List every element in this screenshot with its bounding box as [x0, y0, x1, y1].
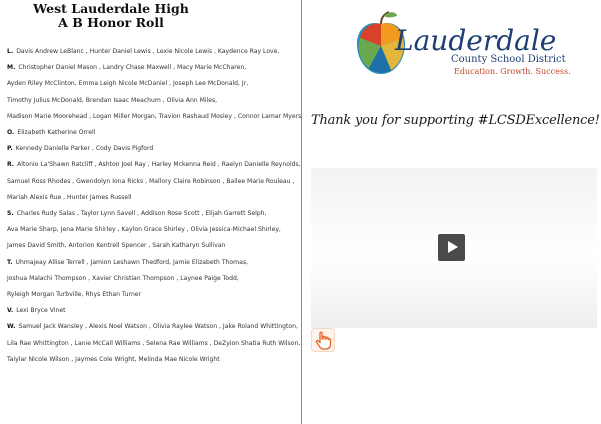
letter-heading: V.: [7, 307, 14, 315]
play-icon[interactable]: [438, 234, 465, 261]
student-names: Christopher Daniel Mason , Landry Chase Maxwell , Macy Marie McCharen,: [18, 64, 247, 72]
student-names: Taiylar Nicole Wilson , Jaymes Cole Wright, Melinda Mae Nicole Wright: [7, 355, 220, 363]
honor-roll-line: [7, 44, 299, 60]
honor-roll-line: [7, 287, 299, 303]
letter-heading: T.: [7, 258, 13, 266]
honor-roll-line: [7, 93, 299, 109]
honor-roll-line: [7, 174, 299, 190]
logo-name: Lauderdale: [395, 24, 557, 57]
student-names: Madison Marie Moorehead , Logan Miller Morgan, Travion Rashaud Mosley , Connor Lamar Myers: [7, 112, 302, 120]
school-title: West Lauderdale High: [33, 1, 189, 16]
honor-roll-line: [7, 125, 299, 141]
student-names: Ryleigh Morgan Turbville, Rhys Ethan Turner: [7, 291, 142, 299]
hand-pointer-icon: [311, 328, 335, 352]
student-names: Lila Rae Whittington , Lanie McCall Williams , Selena Rae Williams , DeZyion Shatia Ruth Wilson,: [7, 339, 301, 347]
honor-roll-line: [7, 141, 299, 157]
letter-heading: M.: [7, 64, 16, 72]
lauderdale-logo: [351, 10, 571, 82]
honor-roll-line: [7, 238, 299, 254]
honor-roll-line: [7, 109, 302, 125]
student-names: Altonio La'Shawn Ratcliff , Ashton Joel Ray , Harley Mckenna Reid , Raelyn Danielle Reynolds,: [17, 161, 301, 169]
student-names: Elizabeth Katherine Orrell: [17, 129, 96, 137]
letter-heading: O.: [7, 129, 15, 137]
honor-roll-line: [7, 352, 299, 368]
student-names: Joshua Malachi Thompson , Xavier Christian Thompson , Laynee Paige Todd,: [7, 274, 239, 282]
honor-roll-line: [7, 157, 299, 173]
logo-subtitle: County School District: [451, 54, 566, 65]
student-names: Charles Rudy Salas , Taylor Lynn Savell , Addison Rose Scott , Elijah Garrett Selph,: [16, 210, 267, 218]
honor-roll-line: [7, 206, 299, 222]
honor-roll-line: [7, 222, 299, 238]
letter-heading: R.: [7, 161, 15, 169]
student-names: Samuel Jack Wansley , Alexis Noel Watson , Olivia Raylee Watson , Jake Roland Whittington,: [18, 323, 298, 331]
honor-roll-line: [7, 336, 299, 352]
student-names: Lexi Bryce Vinet: [16, 307, 66, 315]
honor-roll-line: [7, 271, 299, 287]
student-names: James David Smith, Antorion Kentrell Spencer , Sarah Katharyn Sullivan: [7, 242, 226, 250]
honor-roll-title: A B Honor Roll: [58, 15, 164, 30]
student-names: Samuel Ross Rhodes , Gwendolyn Iona Ricks , Mallory Claire Robinson , Bailee Marie Rouleau ,: [7, 177, 295, 185]
honor-roll-list: [7, 44, 302, 368]
student-names: Mariah Alexis Rue , Hunter James Russell: [7, 193, 132, 201]
student-names: Ayden Riley McClinton, Emma Leigh Nicole McDaniel , Joseph Lee McDonald, Jr,: [7, 80, 249, 88]
student-names: Uhmajeay Allise Terrell , Jamion Leshawn Thedford, Jamie Elizabeth Thomas,: [15, 258, 248, 266]
letter-heading: L.: [7, 48, 14, 55]
letter-heading: W.: [7, 323, 16, 331]
honor-roll-line: [7, 76, 299, 92]
letter-heading: P.: [7, 145, 13, 153]
student-names: Kennedy Danielle Parker , Cody Davis Pigford: [15, 145, 154, 153]
video-player[interactable]: [311, 168, 597, 328]
honor-roll-line: [7, 303, 299, 319]
thanks-message: Thank you for supporting #LCSDExcellence!: [311, 113, 600, 128]
logo-tagline: Education. Growth. Success.: [454, 67, 571, 76]
honor-roll-line: [7, 319, 299, 335]
letter-heading: S.: [7, 210, 14, 218]
honor-roll-line: [7, 60, 299, 76]
student-names: Davis Andrew LeBlanc , Hunter Daniel Lewis , Lexie Nicole Lewis , Kaydence Ray Love,: [16, 48, 280, 55]
student-names: Timothy Julius McDonald, Brendan Isaac Meachum , Olivia Ann Miles,: [7, 96, 218, 104]
media-panel: [303, 0, 600, 424]
student-names: Ava Marie Sharp, Jena Marie Shirley , Kaylon Grace Shirley , Olivia Jessica-Michael Shirley,: [7, 226, 281, 234]
honor-roll-line: [7, 190, 299, 206]
honor-roll-line: [7, 255, 299, 271]
